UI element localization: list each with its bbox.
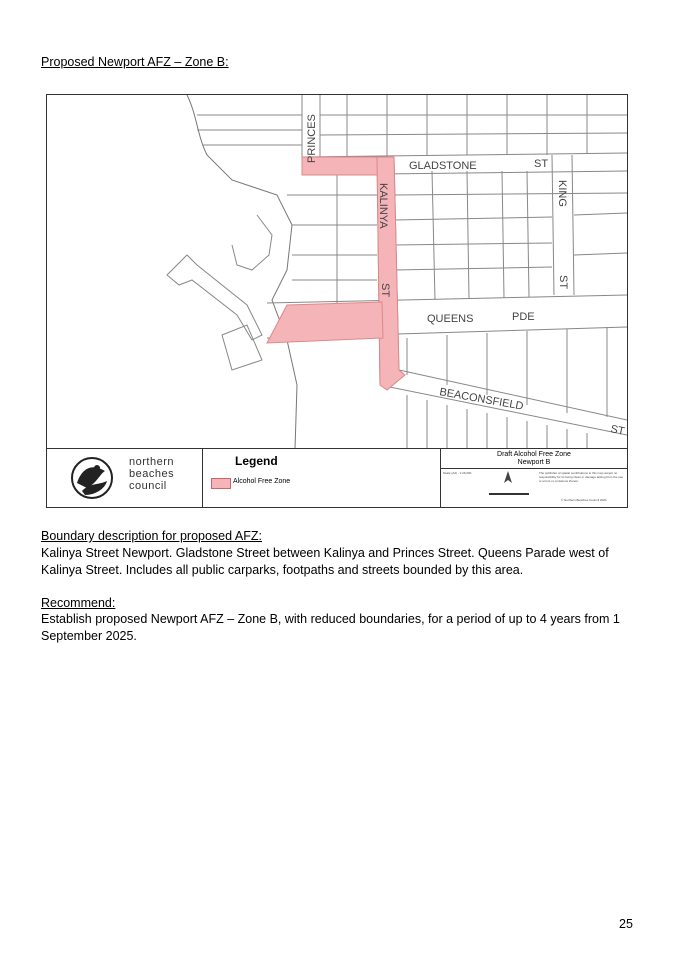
label-gladstone-st: ST bbox=[534, 158, 549, 170]
road-lines bbox=[197, 95, 627, 449]
scale-bar bbox=[489, 493, 529, 495]
label-king-st: ST bbox=[557, 275, 569, 290]
recommend-heading: Recommend: bbox=[41, 596, 116, 610]
legend bbox=[203, 449, 441, 508]
label-princes: PRINCES bbox=[306, 114, 318, 163]
label-queens: QUEENS bbox=[427, 313, 474, 325]
label-beaconsfield-st: ST bbox=[609, 423, 626, 438]
legend-label: Alcohol Free Zone bbox=[233, 478, 291, 485]
map-title: Draft Alcohol Free Zone Newport B bbox=[497, 451, 571, 466]
zone-queens bbox=[267, 302, 383, 343]
label-beaconsfield: BEACONSFIELD bbox=[438, 386, 525, 413]
council-logo bbox=[47, 449, 203, 508]
north-arrow-icon bbox=[503, 471, 513, 487]
coastline bbox=[187, 95, 297, 449]
street-map bbox=[47, 95, 627, 449]
recommend-text: Establish proposed Newport AFZ – Zone B, with reduced boundaries, for a period of up to 4 years from 1 September 2025. bbox=[41, 612, 620, 643]
council-logo-icon bbox=[57, 453, 127, 503]
council-logo-text: northern beaches council bbox=[129, 456, 175, 492]
map-copyright: © Northern Beaches Council 2024 bbox=[561, 498, 607, 502]
coastline-detail bbox=[232, 215, 272, 270]
page-number: 25 bbox=[619, 917, 633, 931]
legend-title: Legend bbox=[235, 454, 278, 468]
label-kalinya: KALINYA bbox=[377, 183, 389, 229]
label-kalinya-st: ST bbox=[379, 283, 391, 298]
map-info bbox=[441, 449, 627, 508]
map-scale: Scale (A4) - 1:26,000 bbox=[443, 471, 472, 475]
zone-map bbox=[46, 94, 628, 508]
boundary-heading: Boundary description for proposed AFZ: bbox=[41, 529, 262, 543]
legend-swatch bbox=[211, 478, 231, 489]
label-queens-pde: PDE bbox=[512, 311, 535, 323]
section-heading: Proposed Newport AFZ – Zone B: bbox=[41, 55, 229, 69]
label-king: KING bbox=[556, 180, 568, 207]
jetty bbox=[222, 325, 262, 370]
map-disclaimer: The publisher of spatial contributions to this map accept no responsibility for its being clean or damage arising from the use or errors or omissions therein. bbox=[539, 471, 624, 483]
boundary-text: Kalinya Street Newport. Gladstone Street between Kalinya and Princes Street. Queens Parade west of Kalinya Street. Includes all public carparks, footpaths and streets bounded by this area. bbox=[41, 546, 609, 577]
label-gladstone: GLADSTONE bbox=[409, 160, 477, 172]
legend-bar bbox=[47, 448, 627, 508]
